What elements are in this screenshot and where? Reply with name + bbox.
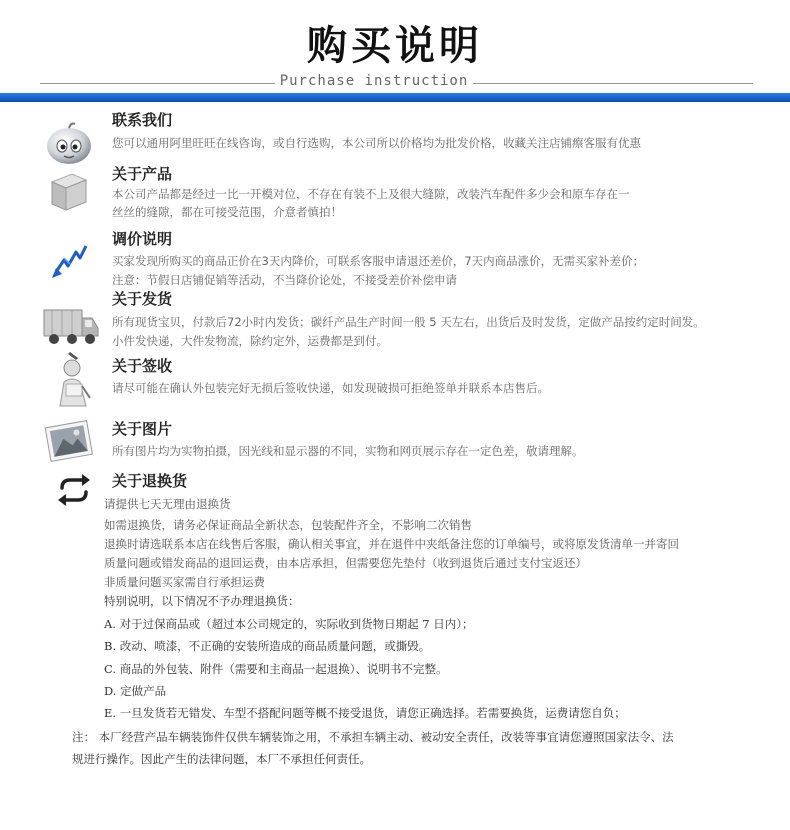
returns-exclusion-c: C. 商品的外包装、附件（需要和主商品一起退换）、说明书不完整。	[104, 662, 448, 676]
product-box-icon	[48, 170, 90, 214]
returns-special-title: 特别说明，以下情况不予办理退换货：	[104, 594, 300, 608]
price-trend-arrow-icon	[50, 238, 92, 280]
divider-right	[473, 83, 753, 84]
returns-exclusion-e: E. 一旦发货若无错发、车型不搭配问题等概不接受退货，请您正确选择。若需要换货，运费请您自负；	[104, 706, 626, 720]
returns-line-4: 质量问题或错发商品的退回运费，由本店承担，但需要您先垫付（收到退货后通过支付宝返还）	[104, 556, 587, 570]
section-title-images: 关于图片	[112, 420, 173, 438]
returns-exclusion-d: D. 定做产品	[104, 684, 167, 698]
divider-left	[40, 83, 275, 84]
section-title-contact: 联系我们	[112, 111, 173, 129]
return-exchange-icon	[54, 474, 94, 506]
shipping-line-1: 所有现货宝贝，付款后72小时内发货；碳纤产品生产时间一般 5 天左右，出货后及时发货，定做产品按约定时间发。	[112, 315, 705, 329]
subtitle-row	[0, 73, 790, 93]
signing-person-icon	[48, 348, 94, 410]
price-line-2: 注意：节假日店铺促销等活动，不当降价论处，不接受差价补偿申请	[112, 273, 457, 287]
contact-line-1: 您可以通用阿里旺旺在线咨询，或自行选购，本公司所以价格均为批发价格，收藏关注店铺瘵客服有优惠	[112, 136, 641, 150]
page-subtitle: Purchase instruction	[279, 73, 469, 89]
price-line-1: 买家发现所购买的商品正价在3天内降价，可联系客服申请退还差价，7天内商品涨价，无需买家补差价；	[112, 254, 645, 268]
section-title-price: 调价说明	[112, 230, 173, 248]
section-title-returns: 关于退换货	[112, 472, 188, 490]
product-line-2: 丝丝的缝隙，都在可接受范围，介意者慎拍！	[112, 205, 342, 219]
photo-picture-icon	[42, 416, 96, 468]
returns-line-3: 退换时请选联系本店在线售后客服，确认相关事宜，并在退件中夹纸备注您的订单编号，或将原发货清单一并寄回	[104, 537, 679, 551]
note-line-1: 注： 本厂经营产品车辆装饰件仅供车辆装饰之用，不承担车辆主动、被动安全责任，改装等事宜请您遵照国家法令、法	[72, 730, 674, 744]
note-line-2: 规进行操作。因此产生的法律问题，本厂不承担任何责任。	[72, 752, 371, 766]
section-title-product: 关于产品	[112, 165, 173, 183]
returns-line-5: 非质量问题买家需自行承担运费	[104, 575, 265, 589]
images-line-1: 所有图片均为实物拍摄，因光线和显示器的不同，实物和网页展示存在一定色差，敬请理解。	[112, 444, 584, 458]
wangwang-chat-icon	[44, 120, 94, 166]
returns-line-1: 请提供七天无理由退换货	[104, 497, 231, 511]
accent-bar	[0, 93, 790, 102]
section-title-receipt: 关于签收	[112, 357, 173, 375]
returns-line-2: 如需退换货，请务必保证商品全新状态，包装配件齐全，不影响二次销售	[104, 518, 472, 532]
returns-exclusion-a: A. 对于过保商品或（超过本公司规定的，实际收到货物日期起 7 日内）；	[104, 617, 474, 631]
returns-exclusion-b: B. 改动、喷漆，不正确的安装所造成的商品质量问题，或撕毁。	[104, 639, 431, 653]
section-title-shipping: 关于发货	[112, 290, 173, 308]
receipt-line-1: 请尽可能在确认外包装完好无损后签收快递，如发现破损可拒绝签单并联系本店售后。	[112, 381, 549, 395]
delivery-truck-icon	[42, 306, 100, 348]
page-title: 购买说明	[307, 23, 483, 69]
shipping-line-2: 小件发快递，大件发物流，除约定外，运费都是到付。	[112, 334, 388, 348]
product-line-1: 本公司产品都是经过一比一开模对位，不存在有装不上及很大缝隙，改装汽车配件多少会和原车存在一	[112, 187, 630, 201]
